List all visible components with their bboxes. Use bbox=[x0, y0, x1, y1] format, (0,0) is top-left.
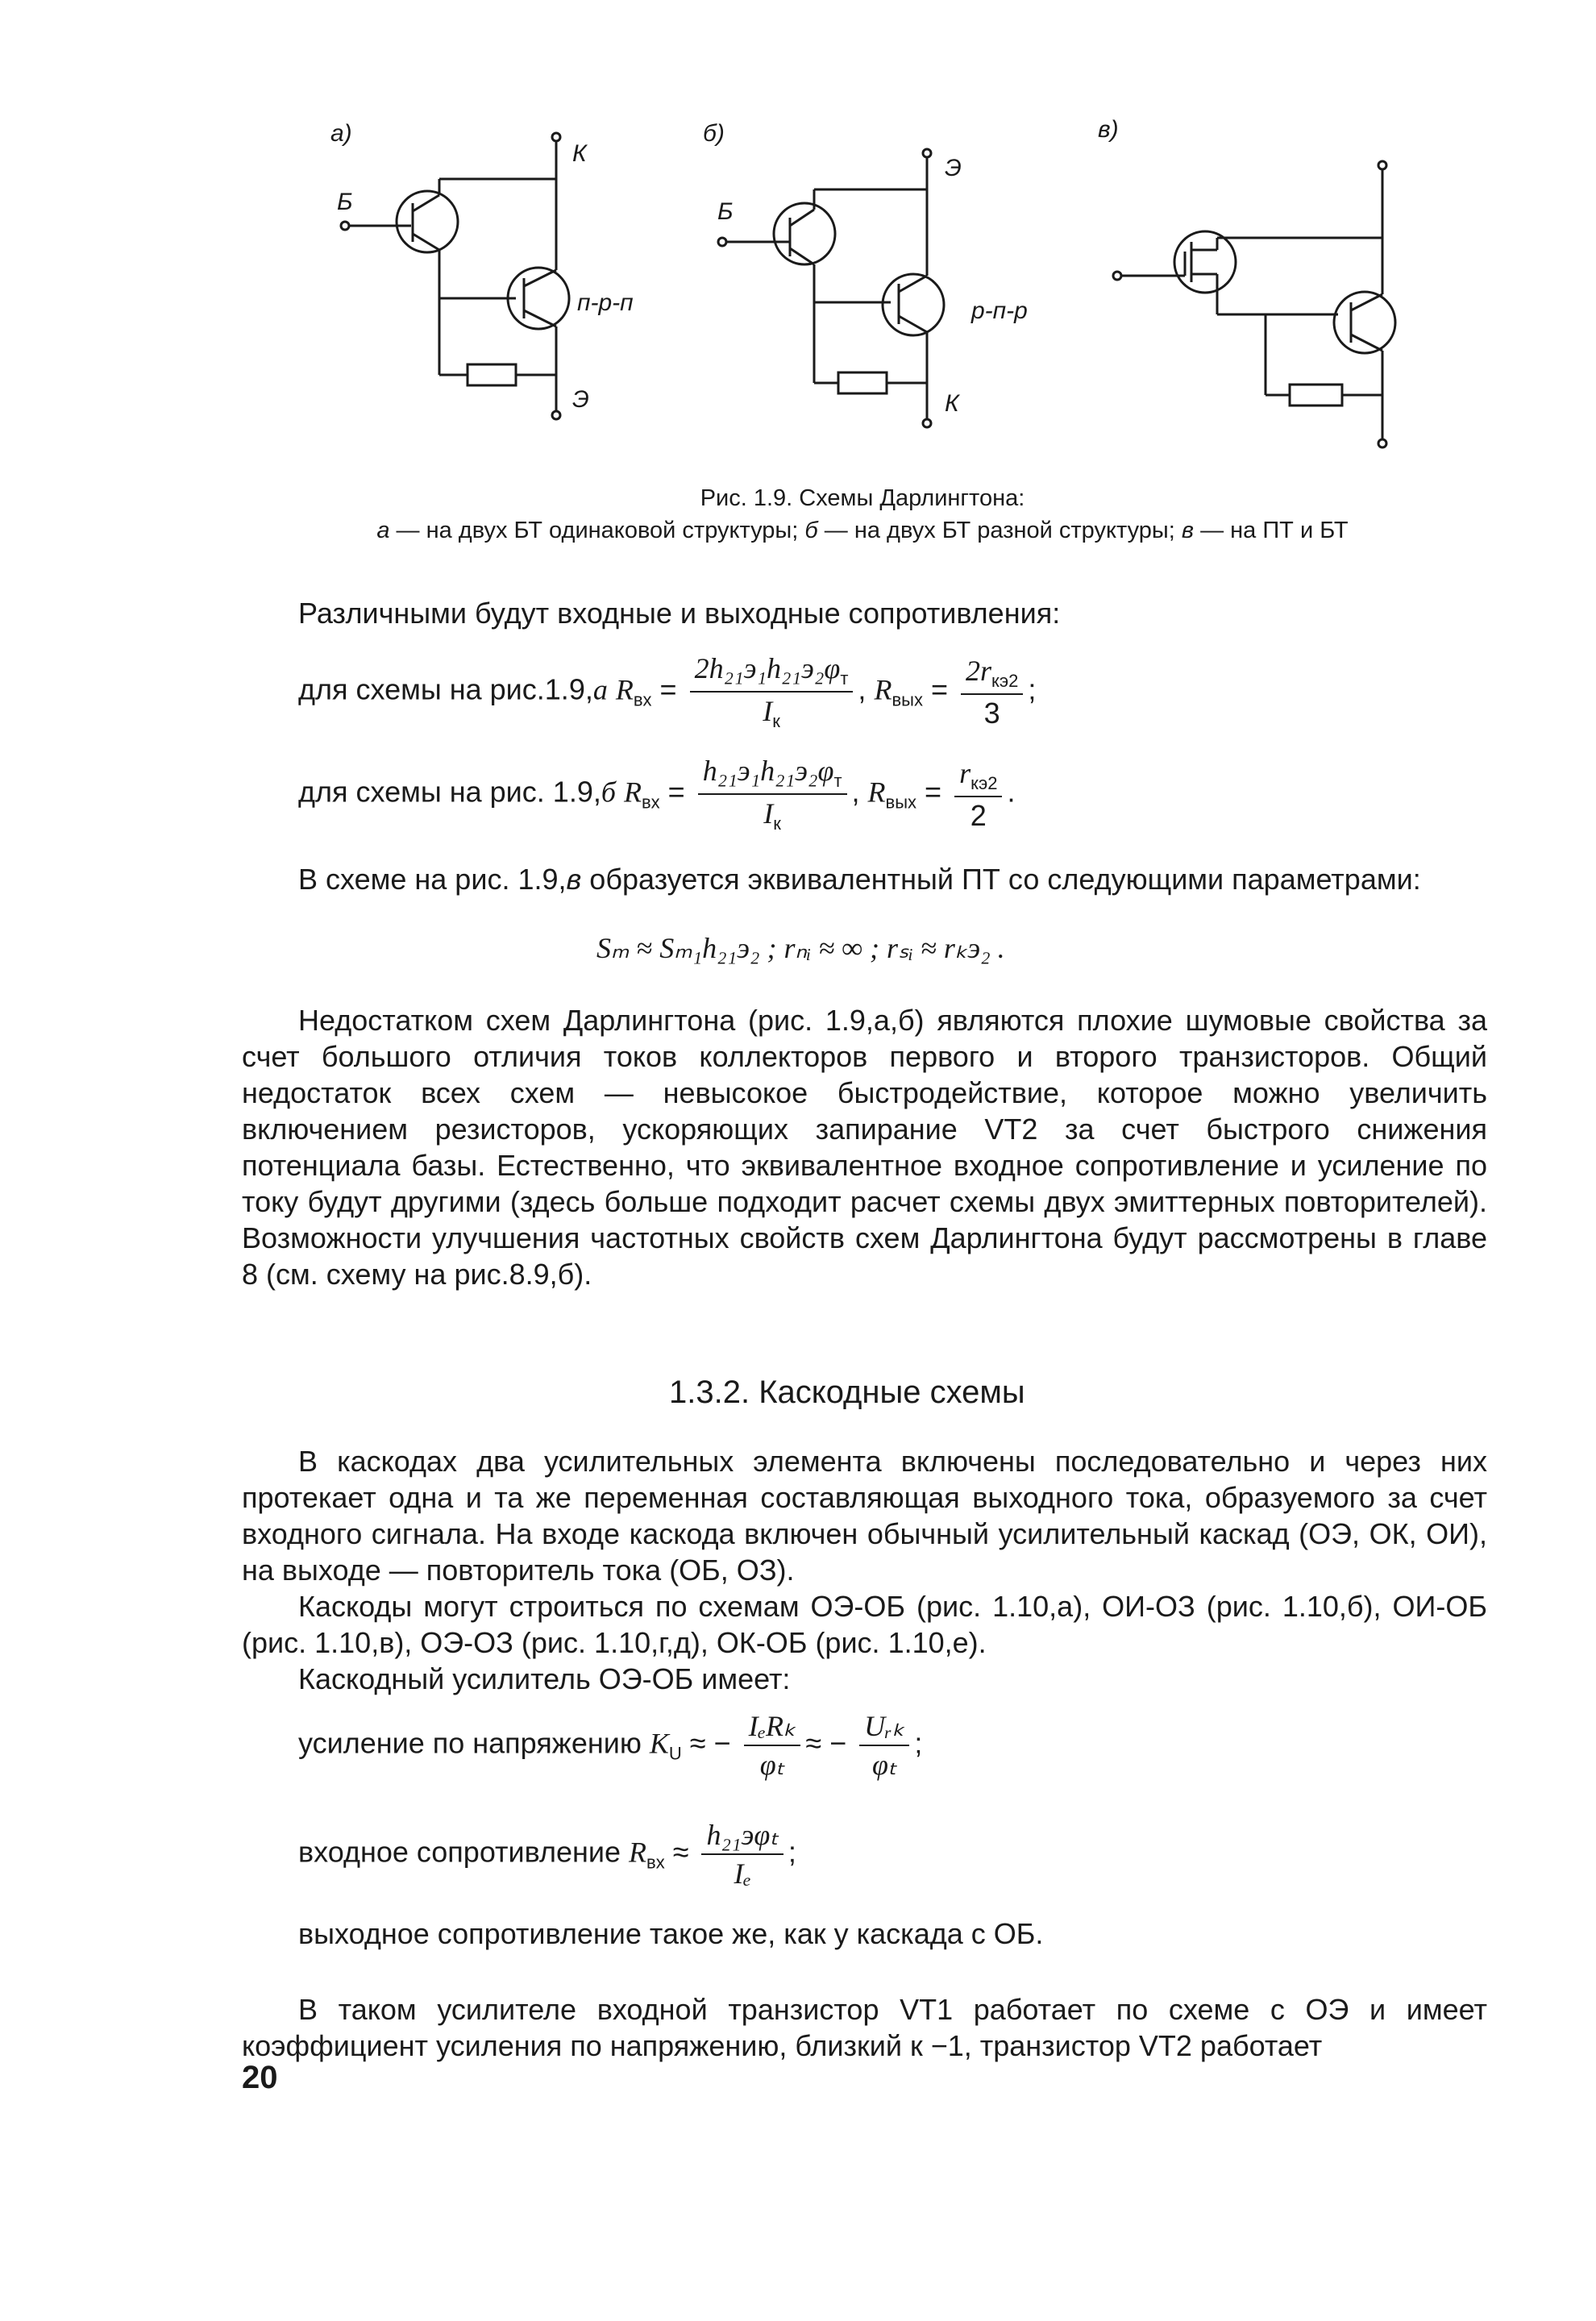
panel-b-emitter-label: Э bbox=[945, 155, 962, 181]
paragraph-final: В таком усилителе входной транзистор VT1 работает по схеме с ОЭ и имеет коэффициент усиления по напряжению, близкий к −1, транзистор VT2 работает bbox=[242, 1993, 1487, 2062]
panel-a-collector-label: К bbox=[572, 140, 587, 167]
paragraph-cascode-intro: В каскодах два усилительных элемента включены последовательно и через них протекает одна и та же переменная составляющая выходного тока, образуемого за счет входного сигнала. На входе каскода включен обычный усилительный каскад (ОЭ, ОК, ОИ), на выходе — повторитель тока (ОБ, ОЗ). bbox=[242, 1445, 1487, 1587]
panel-b-base-label: Б bbox=[717, 198, 734, 225]
intro-line: Различными будут входные и выходные сопротивления: bbox=[298, 597, 1061, 630]
panel-a-letter: а) bbox=[330, 120, 352, 147]
page-number: 20 bbox=[242, 2060, 278, 2095]
formula-gain: усиление по напряжению $K_U$ ≈ − $\frac{\text{IₑRₖ}}{\text{φₜ}}$ ≈ − $\frac{\text{Uᵣₖ}}{\text{φₜ}}$ ; bbox=[298, 1710, 923, 1781]
formula-rin-a: для схемы на рис.1.9,а $R_{вх}$ = $\frac{2h_{21}э_1h_{21}э_2\varphi_т}{I_к}$ , $R_{вых}$ = $\frac{2r_{кэ2}}{3}$ ; bbox=[298, 652, 1037, 731]
caption-title: Рис. 1.9. Схемы Дарлингтона: bbox=[700, 485, 1025, 511]
paragraph-drawbacks: Недостатком схем Дарлингтона (рис. 1.9,а,б) являются плохие шумовые свойства за счет большого отличия токов коллекторов первого и второго транзисторов. Общий недостаток всех схем — невысокое быстродействие, которое можно увеличить включением резисторов, ускоряющих запирание VT2 за счет быстрого снижения потенциала базы. Естественно, что эквивалентное входное сопротивление и усиление по току будут другими (здесь больше подходит расчет схемы двух эмиттерных повторителей). Возможности улучшения частотных свойств схем Дарлингтона будут рассмотрены в главе 8 (см. схему на рис.8.9,б). bbox=[242, 1004, 1487, 1291]
formula-rin-cascode: входное сопротивление $R_{вх}$ ≈ $\frac{\text{h₂₁эφₜ}}{\text{Iₑ}}$ ; bbox=[298, 1819, 796, 1890]
panel-a-emitter-label: Э bbox=[572, 386, 589, 413]
panel-c-letter: в) bbox=[1098, 116, 1119, 143]
caption-legend: а — на двух БТ одинаковой структуры; б — на двух БТ разной структуры; в — на ПТ и БТ bbox=[376, 518, 1349, 543]
output-resistance-line: выходное сопротивление такое же, как у каскада с ОБ. bbox=[298, 1917, 1044, 1950]
panel-b-collector-label: К bbox=[945, 390, 959, 417]
paragraph-cascode-has: Каскодный усилитель ОЭ-ОБ имеет: bbox=[298, 1662, 791, 1695]
panel-b-circuit bbox=[718, 149, 944, 427]
panel-a-base-label: Б bbox=[337, 189, 353, 215]
paragraph-cascode-types: Каскоды могут строиться по схемам ОЭ-ОБ (рис. 1.10,а), ОИ-ОЗ (рис. 1.10,б), ОИ-ОБ (рис. 1.10,в), ОЭ-ОЗ (рис. 1.10,г,д), ОК-ОБ (рис. 1.10,е). bbox=[242, 1590, 1487, 1659]
equiv-intro: В схеме на рис. 1.9,в образуется эквивалентный ПТ со следующими параметрами: bbox=[298, 863, 1421, 896]
formula-rin-b: для схемы на рис. 1.9,б $R_{вх}$ = $\frac{h_{21}э_1h_{21}э_2\varphi_т}{I_к}$ , $R_{вых}$ = $\frac{r_{кэ2}}{2}$ . bbox=[298, 755, 1016, 834]
figure-caption bbox=[234, 482, 1491, 547]
panel-b-letter: б) bbox=[703, 120, 725, 147]
panel-c-circuit bbox=[1113, 161, 1395, 447]
section-heading: 1.3.2. Каскодные схемы bbox=[669, 1375, 1025, 1410]
darlington-diagrams bbox=[0, 0, 1596, 484]
panel-a-type-label: п-р-п bbox=[577, 289, 634, 316]
equiv-formula: Sₘ ≈ Sₘ₁h₂₁э₂ ; rₙᵢ ≈ ∞ ; rₛᵢ ≈ rₖэ₂ . bbox=[596, 932, 1005, 964]
panel-a-circuit bbox=[341, 133, 569, 419]
panel-b-type-label: р-п-р bbox=[971, 297, 1028, 324]
